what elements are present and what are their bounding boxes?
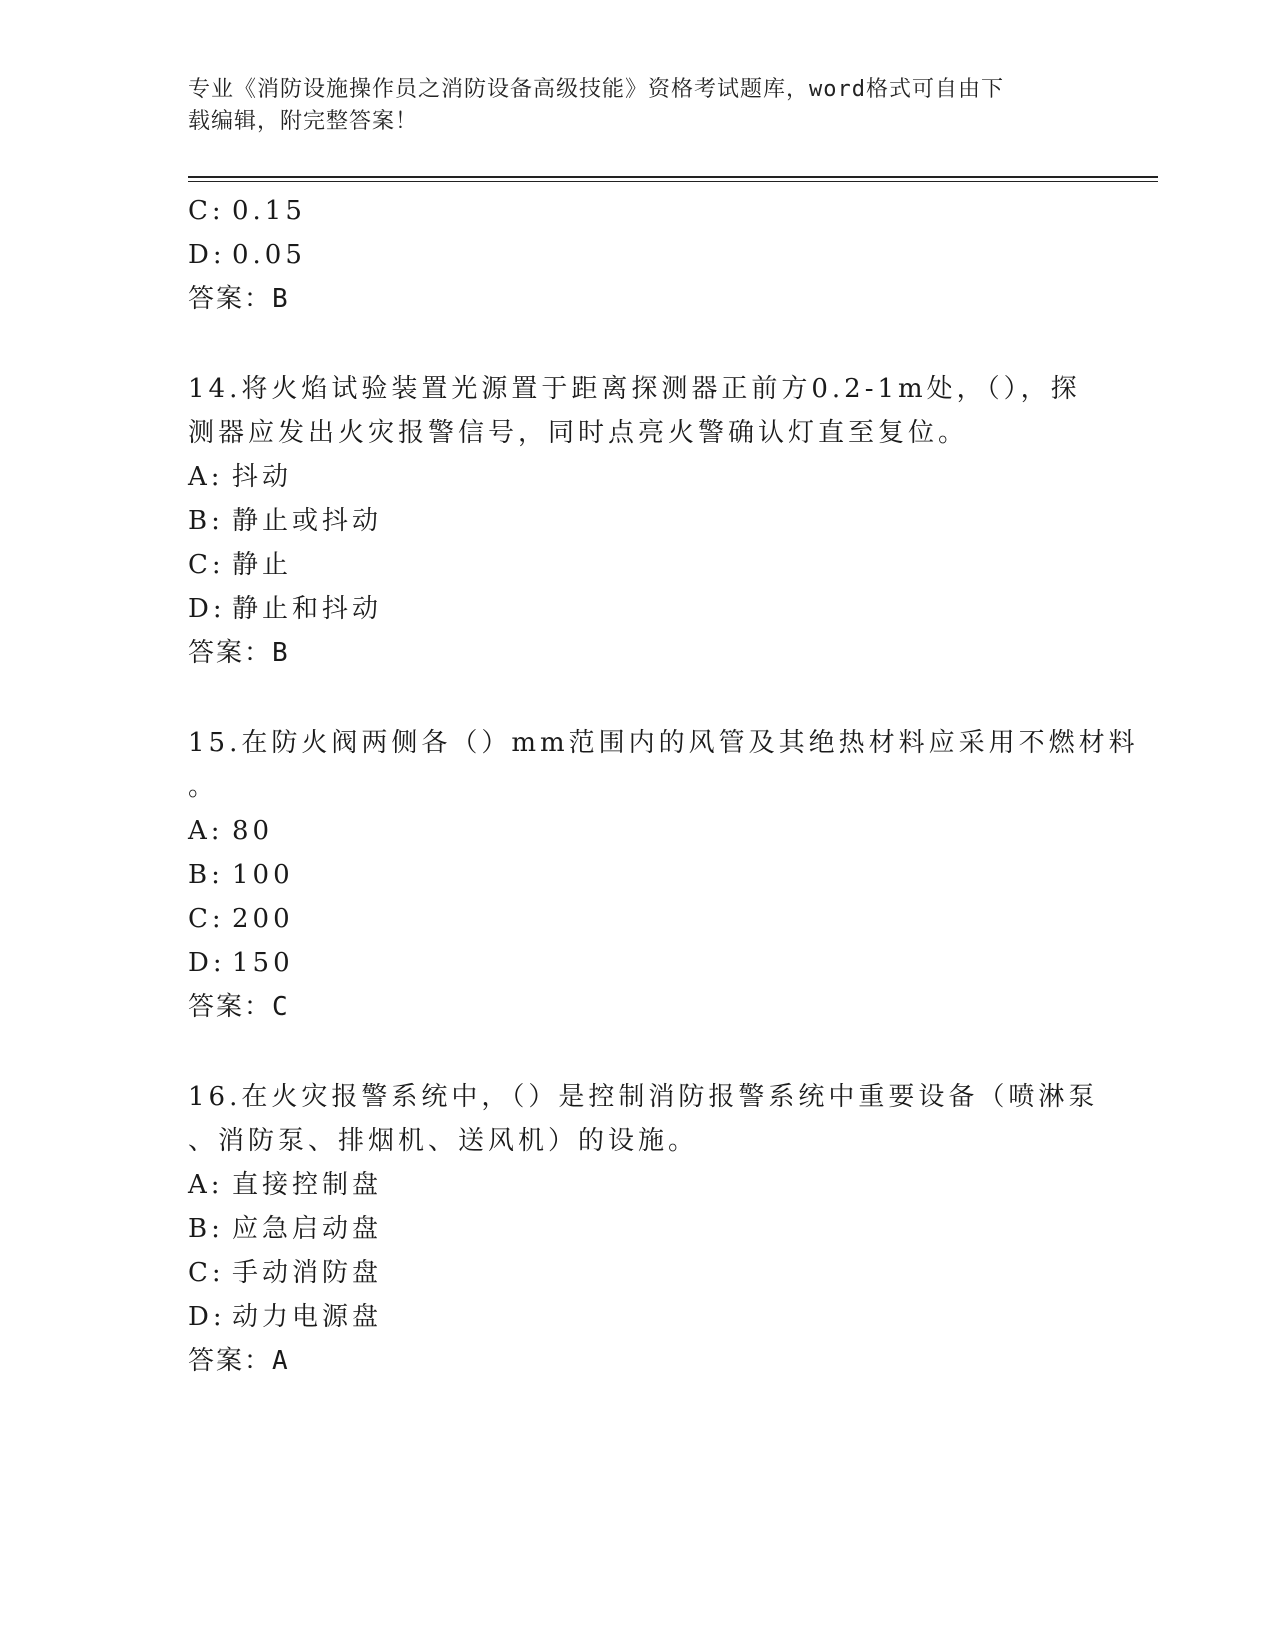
q16-answer: 答案：A: [188, 1346, 290, 1376]
q16-option-c: C: 手动消防盘: [188, 1258, 383, 1288]
q14-option-d: D: 静止和抖动: [188, 594, 383, 624]
q15-option-d: D: 150: [188, 948, 294, 978]
q15-text-line-2: 。: [188, 772, 219, 802]
prev-option-d: D: 0.05: [188, 240, 306, 270]
q14-option-a: A: 抖动: [188, 462, 293, 492]
document-header: [188, 74, 1088, 138]
q16-text-line-2: 、消防泵、排烟机、送风机）的设施。: [188, 1126, 699, 1156]
header-divider-thick: [188, 176, 1158, 178]
prev-answer: 答案：B: [188, 284, 290, 314]
header-line-2: 载编辑，附完整答案！: [188, 109, 419, 134]
q15-option-c: C: 200: [188, 904, 294, 934]
q14-text-line-2: 测器应发出火灾报警信号，同时点亮火警确认灯直至复位。: [188, 418, 969, 448]
q16-option-a: A: 直接控制盘: [188, 1170, 383, 1200]
q14-option-b: B: 静止或抖动: [188, 506, 383, 536]
header-line-1: 专业《消防设施操作员之消防设备高级技能》资格考试题库，word格式可自由下: [188, 77, 1004, 102]
q15-answer: 答案：C: [188, 992, 290, 1022]
q14-option-c: C: 静止: [188, 550, 293, 580]
q15-option-b: B: 100: [188, 860, 294, 890]
q15-option-a: A: 80: [188, 816, 274, 846]
prev-option-c: C: 0.15: [188, 196, 306, 226]
q16-text-line-1: 16.在火灾报警系统中，（）是控制消防报警系统中重要设备（喷淋泵: [188, 1082, 1099, 1112]
q15-text-line-1: 15.在防火阀两侧各（）mm范围内的风管及其绝热材料应采用不燃材料: [188, 728, 1139, 758]
q16-option-b: B: 应急启动盘: [188, 1214, 383, 1244]
q14-answer: 答案：B: [188, 638, 290, 668]
q14-text-line-1: 14.将火焰试验装置光源置于距离探测器正前方0.2-1m处，（），探: [188, 374, 1081, 404]
header-divider-thin: [188, 181, 1158, 182]
q16-option-d: D: 动力电源盘: [188, 1302, 383, 1332]
